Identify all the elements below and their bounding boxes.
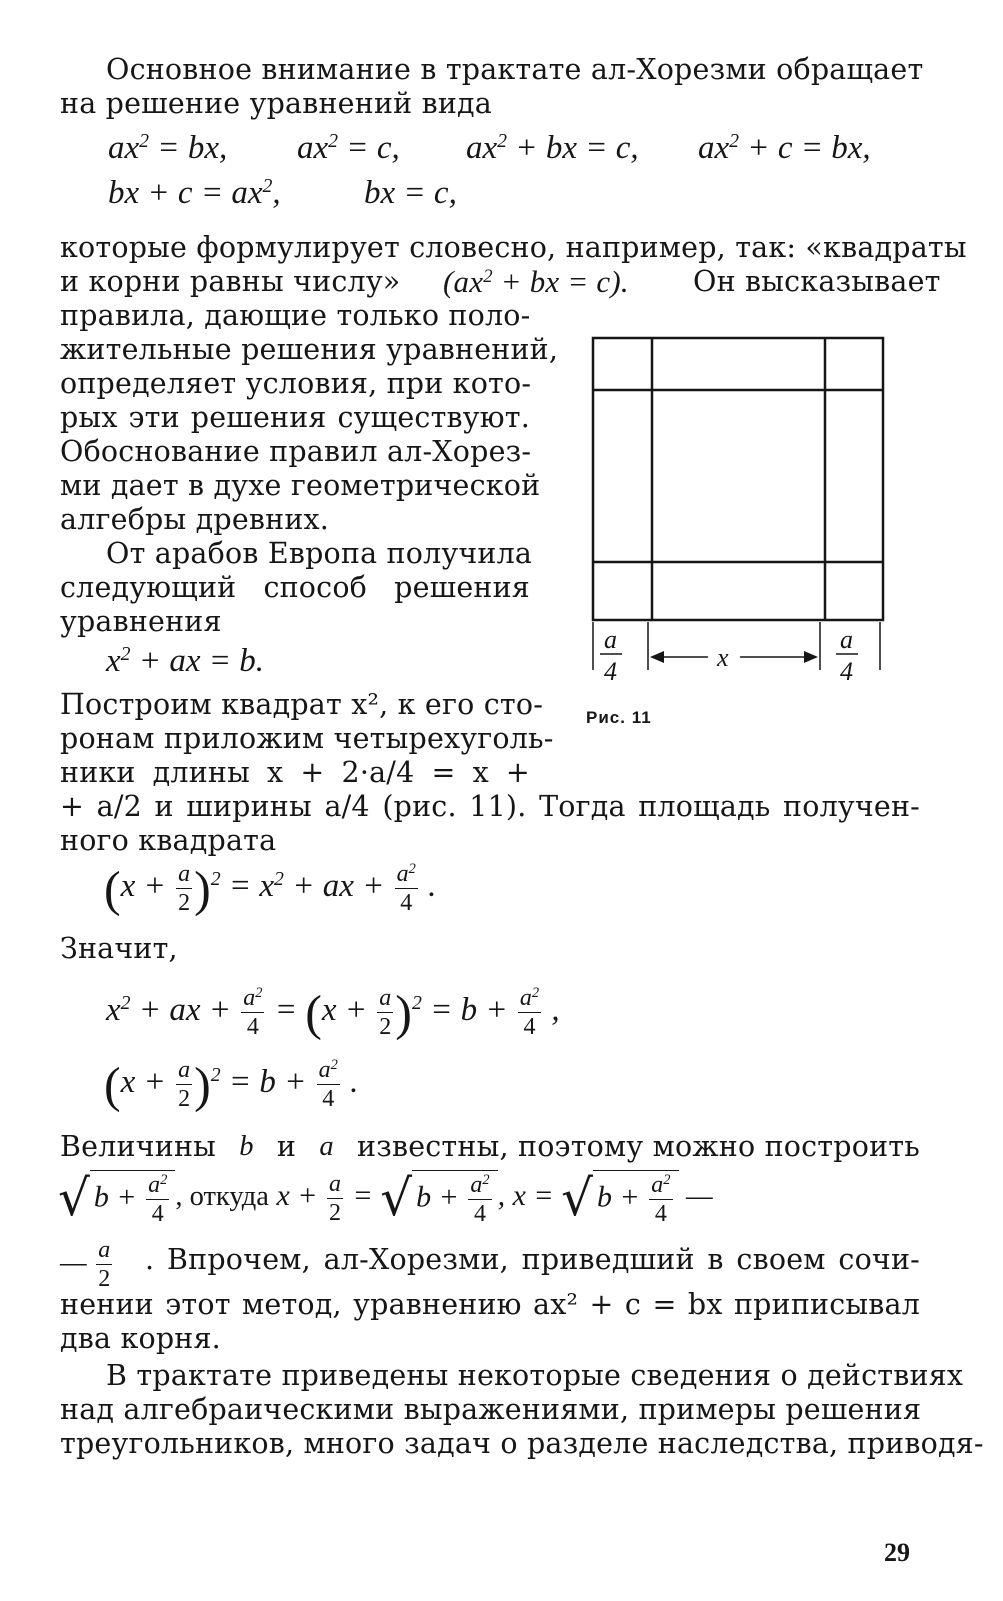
equation: $ax^2$ + bx = c, — [466, 130, 639, 166]
text-line: Значит, — [60, 932, 178, 965]
equation: — $\frac{a}{2}$ — [60, 1237, 111, 1292]
label-4-left: 4 — [604, 657, 617, 686]
text-line: на решение уравнений вида — [60, 87, 492, 120]
text-line: От арабов Европа получила — [106, 537, 533, 570]
equation: √ b + $\frac{a^2}{4}$ , откуда x + $\frac{a}{2}$ = √ b + $\frac{a^2}{4}$ , x = √ b + $\frac{a^2}{4}$ — — [58, 1169, 713, 1227]
equation: (x + $\frac{a}{2}$ )$^2$ = b + $\frac{a^2}{4}$ . — [104, 1056, 359, 1113]
text-line: рых эти решения существуют. — [60, 401, 530, 434]
text-line: определяет условия, при кото- — [60, 367, 532, 400]
label-a-right: a — [840, 625, 853, 654]
text-line: Обоснование правил ал-Хорез- — [60, 435, 532, 468]
equation: $ax^2$ = bx, — [108, 130, 228, 166]
equation: $ax^2 + c$ = bx, — [698, 130, 871, 166]
equation: $x^2$ + ax = b. — [106, 643, 264, 679]
equation: (x + $\frac{a}{2}$ )$^2 = x^2$ + ax + $\frac{a^2}{4}$ . — [104, 860, 437, 917]
label-x: x — [717, 643, 729, 672]
text-line: + a/2 и ширины a/4 (рис. 11). Тогда площадь получен- — [60, 790, 920, 823]
text-line: над алгебраическими выражениями, примеры решения — [60, 1393, 922, 1426]
figure-squares-diagram — [580, 330, 890, 690]
text-line: ники длины x + 2·a/4 = x + — [60, 756, 530, 789]
equation: $x^2$ + ax + $\frac{a^2}{4}$ = (x + $\frac{a}{2}$ )$^2$ = b + $\frac{a^2}{4}$ , — [106, 984, 560, 1041]
text-line: Основное внимание в трактате ал-Хорезми обращает — [106, 53, 924, 86]
text-line: ного квадрата — [60, 824, 277, 857]
label-4-right: 4 — [840, 657, 853, 686]
text-line: правила, дающие только поло- — [60, 299, 531, 332]
text-line: нении этот метод, уравнению ax² + c = bx приписывал — [60, 1288, 920, 1321]
text-line: и корни равны числу» — [60, 265, 401, 298]
text-line: Построим квадрат x², к его сто- — [60, 688, 544, 721]
text-line: которые формулирует словесно, например, так: «квадраты — [60, 231, 967, 264]
text-line: . Впрочем, ал-Хорезми, приведший в своем сочи- — [145, 1243, 920, 1276]
arrow-head-left — [650, 651, 664, 663]
word: и — [276, 1130, 297, 1163]
text-line: жительные решения уравнений, — [60, 333, 559, 366]
word: известны, поэтому можно построить — [357, 1130, 920, 1163]
outer-square — [593, 338, 883, 620]
text-line — [60, 1130, 920, 1164]
equation: bx = c, — [364, 175, 457, 211]
text-line: ми дает в духе геометрической — [60, 469, 541, 502]
text-line: следующий способ решения — [60, 571, 530, 604]
label-a-left: a — [604, 625, 617, 654]
text-line: уравнения — [60, 605, 222, 638]
text-line: два корня. — [60, 1322, 221, 1355]
figure-caption: Рис. 11 — [586, 708, 652, 727]
word: Величины — [60, 1130, 217, 1163]
equation: $ax^2 = c$, — [297, 130, 400, 166]
variable-a: a — [319, 1131, 334, 1162]
text-line: треугольников, много задач о разделе наследства, приводя- — [60, 1427, 984, 1460]
text-line: алгебры древних. — [60, 503, 330, 536]
inline-formula: ($ax^2$ + bx = c). — [443, 264, 629, 299]
variable-b: b — [239, 1131, 254, 1162]
text-line: Он высказывает — [693, 265, 941, 298]
text-line: ронам приложим четырехуголь- — [60, 722, 554, 755]
text-line: В трактате приведены некоторые сведения о действиях — [106, 1359, 964, 1392]
page-number: 29 — [884, 1538, 910, 1567]
arrow-head-right — [804, 651, 818, 663]
equation: bx + $c = ax^2$, — [108, 175, 281, 211]
